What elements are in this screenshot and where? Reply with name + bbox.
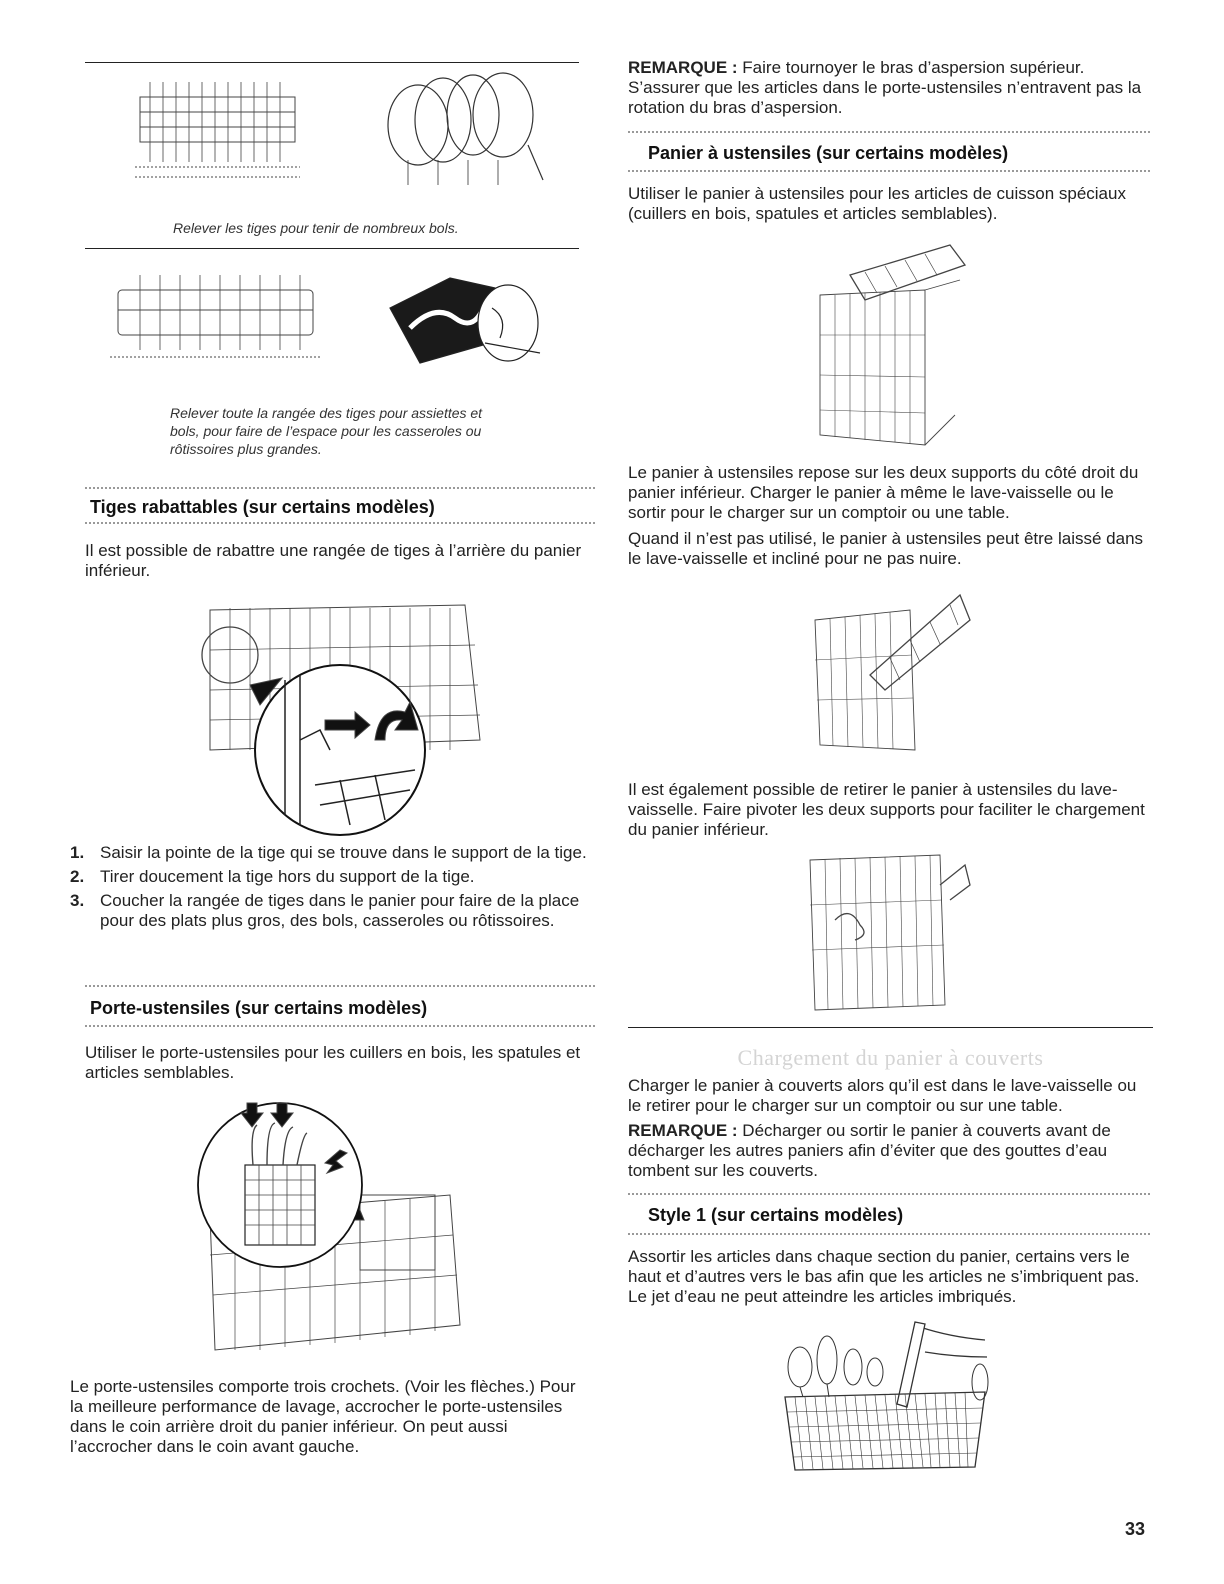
utensil-basket-p2: Le panier à ustensiles repose sur les deux supports du côté droit du panier inférieur. Charger le panier à même le lave-vaisselle ou le sortir pour le charger sur un comptoir ou une table. <box>628 463 1139 522</box>
utensil-holder-illustration <box>195 1095 465 1365</box>
note-unload <box>628 1121 1153 1181</box>
step-item <box>70 867 590 887</box>
style1-text: Assortir les articles dans chaque section du panier, certains vers le haut et d’autres vers le bas afin que les articles ne s’imbriquent pas. Le jet d’eau ne peut atteindre les articles imbriqués. <box>628 1247 1140 1306</box>
utensil-basket-illustration <box>805 235 975 455</box>
dotted-rule <box>628 131 1150 133</box>
note-text: Décharger ou sortir le panier à couverts avant de décharger les autres paniers afin d’éviter que des gouttes d’eau tombent sur les couverts. <box>628 1121 1111 1180</box>
utensil-basket-intro: Utiliser le panier à ustensiles pour les articles de cuisson spéciaux (cuillers en bois, spatules et articles semblables). <box>628 184 1126 223</box>
caption-raise-row: Relever toute la rangée des tiges pour assiettes et bols, pour faire de l’espace pour les casseroles ou rôtissoires plus grandes. <box>170 405 483 457</box>
bowls-illustration <box>378 70 558 195</box>
step-text: Coucher la rangée de tiges dans le panier pour faire de la place pour des plats plus gros, des bols, casseroles ou rôtissoires. <box>100 891 580 930</box>
step-item <box>70 891 590 931</box>
heading-style1: Style 1 (sur certains modèles) <box>648 1205 904 1225</box>
note-label: REMARQUE : <box>628 1121 738 1140</box>
heading-fold-tines: Tiges rabattables (sur certains modèles) <box>90 497 435 517</box>
dotted-rule <box>628 1233 1150 1235</box>
utensil-holder-intro: Utiliser le porte-ustensiles pour les cuillers en bois, les spatules et articles semblables. <box>85 1043 581 1082</box>
top-rule-left <box>85 62 579 63</box>
step-text: Saisir la pointe de la tige qui se trouve dans le support de la tige. <box>100 843 587 862</box>
rack-row-illustration <box>110 265 320 375</box>
dotted-rule <box>85 487 595 489</box>
heading-utensil-holder: Porte-ustensiles (sur certains modèles) <box>90 998 428 1018</box>
note-label: REMARQUE : <box>628 58 738 77</box>
dotted-rule <box>85 1025 595 1027</box>
silverware-basket-illustration <box>775 1312 1000 1472</box>
basket-removed-illustration <box>800 845 980 1020</box>
dotted-rule <box>85 985 595 987</box>
silverware-p1: Charger le panier à couverts alors qu’il est dans le lave-vaisselle ou le retirer pour le charger sur un comptoir ou sur une table. <box>628 1076 1137 1115</box>
step-number: 1. <box>70 843 85 862</box>
step-number: 3. <box>70 891 85 910</box>
step-number: 2. <box>70 867 85 886</box>
step-text: Tirer doucement la tige hors du support de la tige. <box>100 867 475 886</box>
basket-tilted-illustration <box>800 580 980 760</box>
step-item <box>70 843 590 863</box>
fold-tines-steps <box>70 843 590 935</box>
rule-left-2 <box>85 248 579 249</box>
utensil-basket-p4: Il est également possible de retirer le panier à ustensiles du lave-vaisselle. Faire pivoter les deux supports pour faciliter le chargement du panier inférieur. <box>628 780 1145 839</box>
dotted-rule <box>85 522 595 524</box>
roaster-illustration <box>380 268 555 373</box>
utensil-basket-p3: Quand il n’est pas utilisé, le panier à ustensiles peut être laissé dans le lave-vaisselle et incliné pour ne pas nuire. <box>628 529 1144 568</box>
heading-utensil-basket: Panier à ustensiles (sur certains modèles) <box>648 143 1009 163</box>
fold-tines-illustration <box>190 590 490 850</box>
dotted-rule <box>628 170 1150 172</box>
fold-tines-intro: Il est possible de rabattre une rangée de tiges à l’arrière du panier inférieur. <box>85 541 582 580</box>
rule-right <box>628 1027 1153 1028</box>
page-number: 33 <box>1125 1519 1146 1539</box>
section-title-silverware: Chargement du panier à couverts <box>737 1045 1044 1070</box>
note-spray-arm <box>628 58 1148 118</box>
note-text: Faire tournoyer le bras d’aspersion supérieur. S’assurer que les articles dans le porte-ustensiles n’entravent pas la rotation du bras d’aspersion. <box>628 58 1142 117</box>
rack-tines-illustration <box>135 72 305 192</box>
caption-raise-tines: Relever les tiges pour tenir de nombreux bols. <box>173 220 459 236</box>
dotted-rule <box>628 1193 1150 1195</box>
utensil-holder-body: Le porte-ustensiles comporte trois crochets. (Voir les flèches.) Pour la meilleure performance de lavage, accrocher le porte-ustensiles dans le coin arrière droit du panier inférieur. On peut aussi l’accrocher dans le coin avant gauche. <box>70 1377 576 1456</box>
